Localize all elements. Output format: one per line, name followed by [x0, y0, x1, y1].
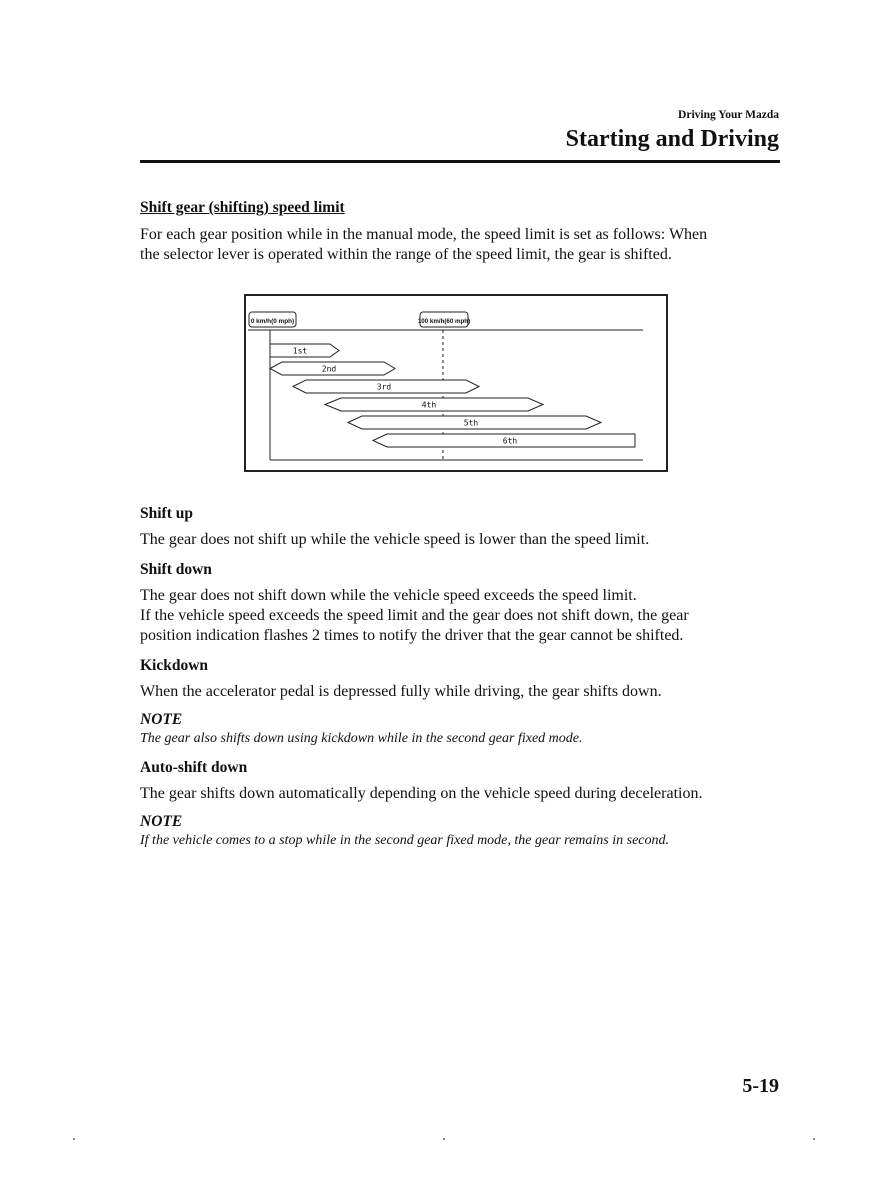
shift-down-heading: Shift down — [140, 561, 212, 578]
note-1-title: NOTE — [140, 711, 183, 728]
header-divider — [140, 160, 780, 163]
gear-speed-diagram — [244, 294, 668, 472]
intro-line-2: the selector lever is operated within the range of the speed limit, the gear is shifted. — [140, 246, 672, 263]
speed-label-start — [249, 312, 296, 327]
section-label: Driving Your Mazda — [678, 109, 779, 121]
intro-line-1: For each gear position while in the manual mode, the speed limit is set as follows: When — [140, 226, 708, 243]
speed-label-mid-text: 100 km/h(60 mph) — [417, 317, 471, 325]
shift-down-line-2: If the vehicle speed exceeds the speed limit and the gear does not shift down, the gear — [140, 607, 689, 624]
shift-down-paragraph — [140, 586, 780, 646]
speed-limit-heading: Shift gear (shifting) speed limit — [140, 199, 345, 216]
gear-label-3rd: 3rd — [376, 382, 392, 392]
shift-down-line-1: The gear does not shift down while the vehicle speed exceeds the speed limit. — [140, 587, 637, 604]
lower-content — [140, 504, 780, 850]
gear-bar-6th — [373, 434, 635, 447]
note-1-text: The gear also shifts down using kickdown while in the second gear fixed mode. — [140, 731, 583, 746]
shift-up-heading: Shift up — [140, 505, 193, 522]
shift-down-line-3: position indication flashes 2 times to notify the driver that the gear cannot be shifted. — [140, 627, 684, 644]
gear-bar-3rd — [293, 380, 479, 393]
note-2-text: If the vehicle comes to a stop while in the second gear fixed mode, the gear remains in second. — [140, 833, 670, 848]
crop-mark-center — [443, 1138, 445, 1140]
page-number: 5-19 — [742, 1075, 779, 1097]
crop-mark-right — [813, 1138, 815, 1140]
kickdown-heading: Kickdown — [140, 657, 209, 674]
intro-section — [140, 198, 780, 265]
gear-label-5th: 5th — [463, 418, 479, 428]
kickdown-text: When the accelerator pedal is depressed fully while driving, the gear shifts down. — [140, 683, 662, 700]
gear-bar-5th — [348, 416, 601, 429]
crop-mark-left — [73, 1138, 75, 1140]
gear-bar-4th — [325, 398, 543, 411]
gear-bar-2nd — [270, 362, 395, 375]
auto-shift-down-text: The gear shifts down automatically depending on the vehicle speed during deceleration. — [140, 785, 703, 802]
gear-label-1st: 1st — [292, 346, 308, 356]
speed-label-mid — [418, 312, 470, 327]
shift-up-text: The gear does not shift up while the vehicle speed is lower than the speed limit. — [140, 531, 650, 548]
gear-label-6th: 6th — [502, 436, 518, 446]
gear-label-2nd: 2nd — [321, 364, 337, 374]
chapter-title: Starting and Driving — [565, 126, 779, 152]
auto-shift-down-heading: Auto-shift down — [140, 759, 248, 776]
gear-bar-1st — [270, 344, 339, 357]
page-header — [566, 108, 779, 154]
gear-label-4th: 4th — [421, 400, 437, 410]
note-2-title: NOTE — [140, 813, 183, 830]
gear-speed-diagram-svg — [246, 296, 666, 470]
speed-label-start-text: 0 km/h(0 mph) — [250, 317, 295, 325]
intro-paragraph — [140, 225, 780, 265]
